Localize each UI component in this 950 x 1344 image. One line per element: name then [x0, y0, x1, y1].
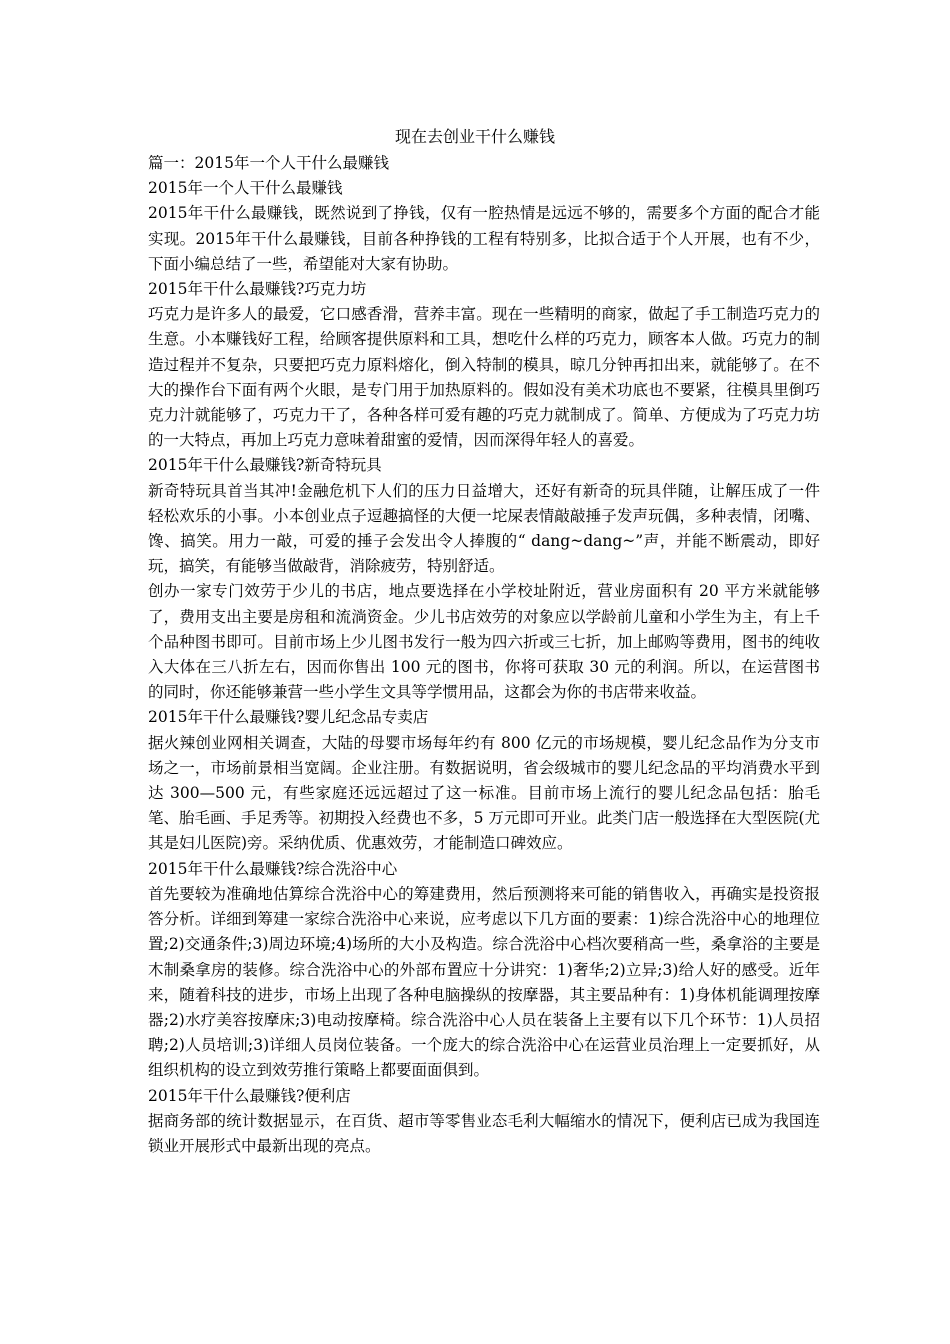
body-paragraph: 创办一家专门效劳于少儿的书店，地点要选择在小学校址附近，营业房面积有 20 平方米就能够了，费用支出主要是房租和流淌资金。少儿书店效劳的对象应以学龄前儿童和小学生为主，有上千个品种图书即可。目前市场上少儿图书发行一般为四六折或三七折，加上邮购等费用，图书的纯收入大体在三八折左右，因而你售出 100 元的图书，你将可获取 30 元的利润。所以，在运营图书的同时，你还能够兼营一些小学生文具等学惯用品，这都会为你的书店带来收益。 — [148, 582, 820, 702]
section-heading: 2015年干什么最赚钱?便利店 — [148, 1086, 351, 1105]
body-paragraph: 新奇特玩具首当其冲!金融危机下人们的压力日益增大，还好有新奇的玩具伴随，让解压成了一件轻松欢乐的小事。小本创业点子逗趣搞怪的大便一坨屎表情敲敲捶子发声玩偶，多种表情，闭嘴、馋、搞笑。用力一敲，可爱的捶子会发出令人捧腹的“ dang~dang~”声，并能不断震动，即好玩，搞笑，有能够当做敲背，消除疲劳，特别舒适。 — [148, 481, 820, 576]
section-heading: 2015年干什么最赚钱?综合洗浴中心 — [148, 859, 398, 878]
document-title: 现在去创业干什么赚钱 — [394, 127, 555, 146]
body-paragraph: 据商务部的统计数据显示，在百货、超市等零售业态毛利大幅缩水的情况下，便利店已成为我国连锁业开展形式中最新出现的亮点。 — [148, 1111, 820, 1155]
body-paragraph: 2015年干什么最赚钱，既然说到了挣钱，仅有一腔热情是远远不够的，需要多个方面的配合才能实现。2015年干什么最赚钱，目前各种挣钱的工程有特别多，比拟合适于个人开展，也有不少，下面小编总结了一些，希望能对大家有协助。 — [148, 204, 820, 273]
section-heading: 2015年干什么最赚钱?新奇特玩具 — [148, 456, 382, 475]
section-heading: 篇一：2015年一个人干什么最赚钱 — [148, 154, 389, 172]
document-body — [144, 151, 820, 1159]
section-heading: 2015年干什么最赚钱?婴儿纪念品专卖店 — [148, 708, 429, 727]
section-heading: 2015年一个人干什么最赚钱 — [148, 179, 343, 198]
body-paragraph: 据火辣创业网相关调查，大陆的母婴市场每年约有 800 亿元的市场规模，婴儿纪念品作为分支市场之一，市场前景相当宽阔。企业注册。有数据说明，省会级城市的婴儿纪念品的平均消费水平到达 300—500 元，有些家庭还远远超过了这一标准。目前市场上流行的婴儿纪念品包括：胎毛笔、胎毛画、手足秀等。初期投入经费也不多，5 万元即可开业。此类门店一般选择在大型医院(尤其是妇儿医院)旁。采纳优质、优惠效劳，才能制造口碑效应。 — [148, 733, 820, 853]
body-paragraph: 首先要较为准确地估算综合洗浴中心的筹建费用，然后预测将来可能的销售收入，再确实是投资报答分析。详细到筹建一家综合洗浴中心来说，应考虑以下几方面的要素：1)综合洗浴中心的地理位置;2)交通条件;3)周边环境;4)场所的大小及构造。综合洗浴中心档次要稍高一些，桑拿浴的主要是木制桑拿房的装修。综合洗浴中心的外部布置应十分讲究：1)奢华;2)立异;3)给人好的感受。近年来，随着科技的进步，市场上出现了各种电脑操纵的按摩器，其主要品种有：1)身体机能调理按摩器;2)水疗美容按摩床;3)电动按摩椅。综合洗浴中心人员在装备上主要有以下几个环节：1)人员招聘;2)人员培训;3)详细人员岗位装备。一个庞大的综合洗浴中心在运营业员治理上一定要抓好，从组织机构的设立到效劳推行策略上都要面面俱到。 — [148, 884, 820, 1080]
body-paragraph: 巧克力是许多人的最爱，它口感香滑，营养丰富。现在一些精明的商家，做起了手工制造巧克力的生意。小本赚钱好工程，给顾客提供原料和工具，想吃什么样的巧克力，顾客本人做。巧克力的制造过程并不复杂，只要把巧克力原料熔化，倒入特制的模具，晾几分钟再扣出来，就能够了。在不大的操作台下面有两个火眼，是专门用于加热原料的。假如没有美术功底也不要紧，往模具里倒巧克力汁就能够了，巧克力干了，各种各样可爱有趣的巧克力就制成了。简单、方便成为了巧克力坊的一大特点，再加上巧克力意味着甜蜜的爱情，因而深得年轻人的喜爱。 — [148, 305, 820, 450]
section-heading: 2015年干什么最赚钱?巧克力坊 — [148, 280, 367, 299]
